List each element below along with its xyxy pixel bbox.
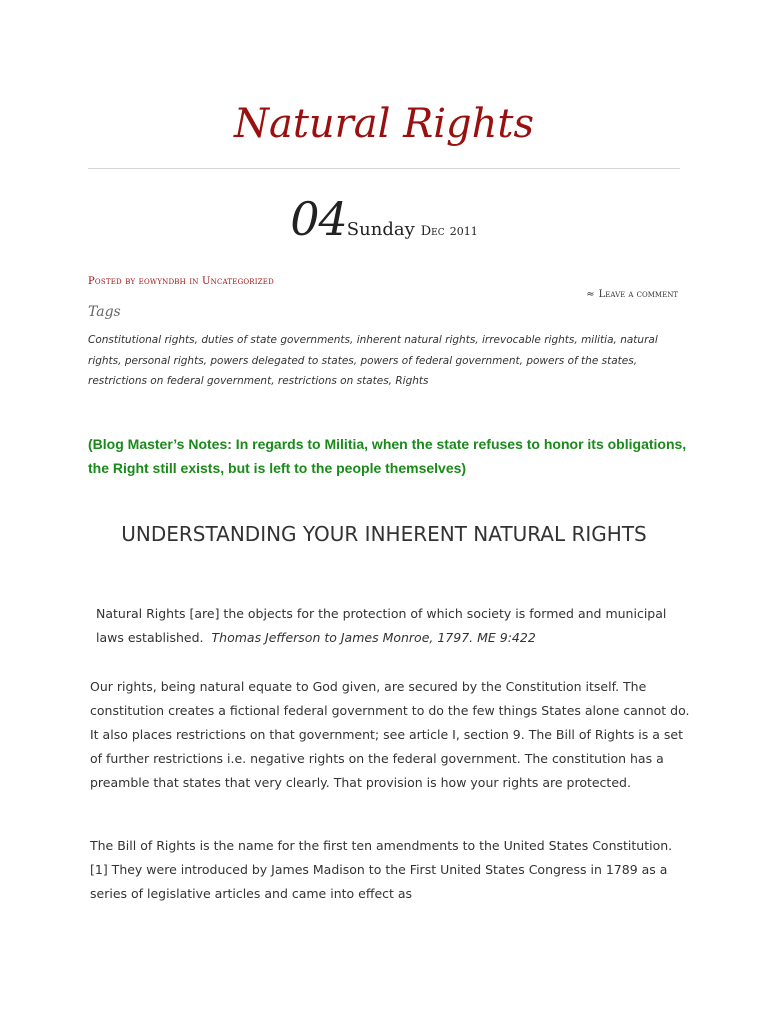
leave-comment-label: Leave a comment [598, 289, 678, 300]
post-date [0, 192, 768, 246]
tag-link[interactable]: natural rights [88, 334, 658, 367]
tag-link[interactable]: inherent natural rights [356, 334, 476, 346]
tag-link[interactable]: Constitutional rights [88, 334, 195, 346]
quote-text: Natural Rights [are] the objects for the protection of which society is formed and municipal laws established. [96, 606, 667, 645]
tag-link[interactable]: restrictions on states [277, 375, 389, 387]
article-paragraph: The Bill of Rights is the name for the first ten amendments to the United States Constitution. [1] They were introduced by James Madison to the First United States Congress in 1789 as a series of legislative articles and came into effect as [90, 838, 673, 901]
leave-comment-link[interactable] [586, 289, 678, 300]
tag-link[interactable]: powers of the states [526, 354, 634, 367]
tag-link[interactable]: duties of state governments [201, 334, 351, 346]
article-paragraph: Our rights, being natural equate to God given, are secured by the Constitution itself. The constitution creates a fictional federal government to do the few things States alone cannot do. It also places restrictions on that government; see article I, section 9. The Bill of Rights is a set of further restrictions i.e. negative rights on the federal government. The constitution has a preamble that states that very clearly. That provision is how your rights are protected. [90, 679, 690, 790]
jefferson-quote [96, 602, 696, 650]
in-label: in [189, 276, 199, 287]
comment-icon: ≈ [586, 289, 595, 300]
quote-source: Thomas Jefferson to James Monroe, 1797. ME 9:422 [211, 630, 536, 645]
tags-heading: Tags [88, 304, 121, 320]
post-meta [88, 276, 274, 287]
tag-link[interactable]: restrictions on federal government [88, 375, 272, 387]
post-date-day: 04 [290, 192, 347, 246]
article-heading: UNDERSTANDING YOUR INHERENT NATURAL RIGHTS [121, 522, 647, 546]
post-date-month: Dec [420, 224, 445, 239]
blog-master-note: (Blog Master’s Notes: In regards to Militia, when the state refuses to honor its obligations, the Right still exists, but is left to the people themselves) [88, 436, 687, 476]
tag-link[interactable]: irrevocable rights [481, 334, 575, 346]
tag-link[interactable]: powers delegated to states [210, 354, 354, 367]
tag-link[interactable]: powers of federal government [360, 354, 520, 367]
post-date-year: 2011 [449, 225, 478, 238]
author-link[interactable]: eowyndbh [138, 276, 186, 287]
category-link[interactable]: Uncategorized [202, 276, 274, 287]
tag-link[interactable]: militia [581, 334, 614, 346]
tags-list: Constitutional rights, duties of state governments, inherent natural rights, irrevocable rights, militia, natural rights, personal rights, powers delegated to states, powers of federal government, powers of the states, restrictions on federal government, restrictions on states, Rights [88, 334, 658, 387]
tag-link[interactable]: Rights [395, 375, 429, 387]
tag-link[interactable]: personal rights [124, 354, 204, 367]
title-divider [88, 168, 680, 169]
site-title[interactable]: Natural Rights [233, 101, 535, 147]
post-date-weekday: Sunday [346, 219, 415, 240]
posted-by-label: Posted by [88, 276, 136, 287]
